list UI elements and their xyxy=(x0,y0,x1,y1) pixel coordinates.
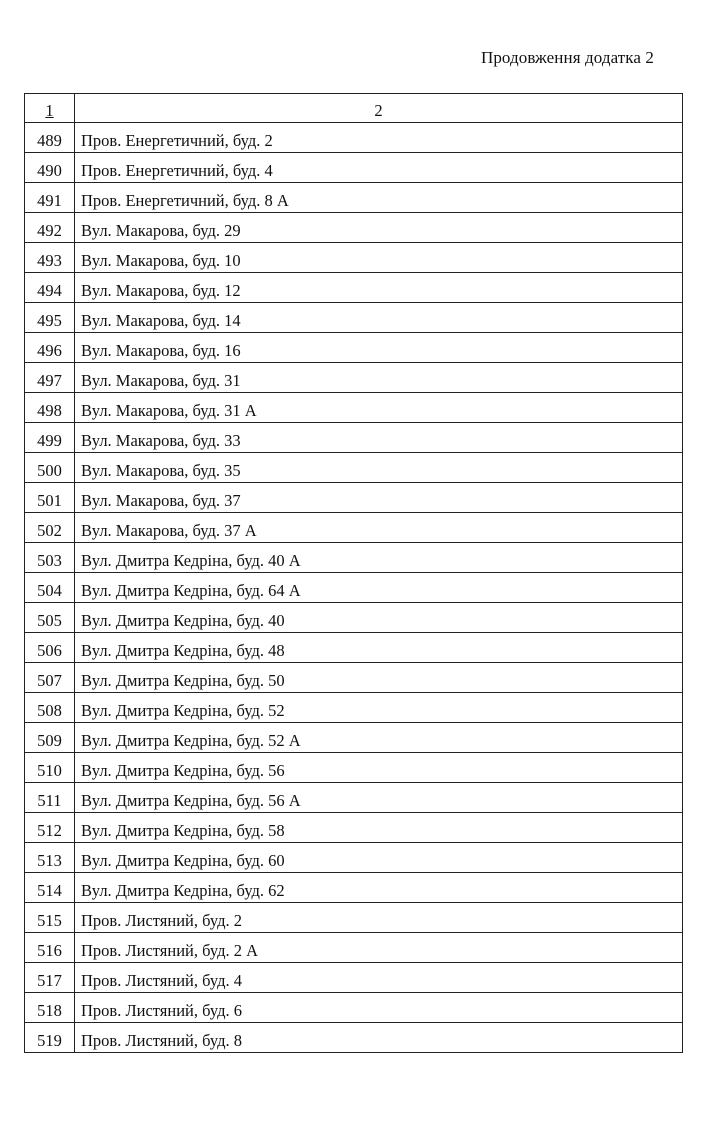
table-row xyxy=(25,603,683,633)
row-address: Вул. Дмитра Кедріна, буд. 56 xyxy=(75,753,683,783)
row-number: 497 xyxy=(25,363,75,393)
row-address: Вул. Дмитра Кедріна, буд. 40 xyxy=(75,603,683,633)
page-header-title: Продовження додатка 2 xyxy=(480,48,654,67)
row-number: 516 xyxy=(25,933,75,963)
row-address: Пров. Енергетичний, буд. 8 А xyxy=(75,183,683,213)
table-row xyxy=(25,693,683,723)
row-number: 511 xyxy=(25,783,75,813)
row-number: 492 xyxy=(25,213,75,243)
row-address: Пров. Листяний, буд. 2 А xyxy=(75,933,683,963)
table-row xyxy=(25,333,683,363)
row-address: Пров. Листяний, буд. 4 xyxy=(75,963,683,993)
table-row xyxy=(25,123,683,153)
row-address: Вул. Макарова, буд. 10 xyxy=(75,243,683,273)
row-number: 500 xyxy=(25,453,75,483)
row-number: 490 xyxy=(25,153,75,183)
row-number: 498 xyxy=(25,393,75,423)
row-number: 513 xyxy=(25,843,75,873)
row-number: 514 xyxy=(25,873,75,903)
table-row xyxy=(25,753,683,783)
table-row xyxy=(25,873,683,903)
row-address: Вул. Дмитра Кедріна, буд. 64 А xyxy=(75,573,683,603)
table-row xyxy=(25,363,683,393)
row-number: 517 xyxy=(25,963,75,993)
table-row xyxy=(25,393,683,423)
row-number: 501 xyxy=(25,483,75,513)
table-row xyxy=(25,633,683,663)
row-number: 503 xyxy=(25,543,75,573)
row-number: 491 xyxy=(25,183,75,213)
row-number: 499 xyxy=(25,423,75,453)
row-address: Вул. Макарова, буд. 33 xyxy=(75,423,683,453)
row-address: Вул. Дмитра Кедріна, буд. 50 xyxy=(75,663,683,693)
row-number: 496 xyxy=(25,333,75,363)
row-address: Вул. Макарова, буд. 37 А xyxy=(75,513,683,543)
row-address: Вул. Макарова, буд. 14 xyxy=(75,303,683,333)
table-row xyxy=(25,933,683,963)
table-row xyxy=(25,843,683,873)
table-row xyxy=(25,243,683,273)
table-row xyxy=(25,453,683,483)
address-table xyxy=(24,93,683,1053)
row-address: Вул. Дмитра Кедріна, буд. 60 xyxy=(75,843,683,873)
row-address: Вул. Макарова, буд. 37 xyxy=(75,483,683,513)
row-number: 495 xyxy=(25,303,75,333)
row-address: Пров. Листяний, буд. 8 xyxy=(75,1023,683,1053)
table-row xyxy=(25,273,683,303)
table-row xyxy=(25,213,683,243)
row-number: 515 xyxy=(25,903,75,933)
table-row xyxy=(25,513,683,543)
row-number: 518 xyxy=(25,993,75,1023)
row-number: 519 xyxy=(25,1023,75,1053)
row-address: Вул. Дмитра Кедріна, буд. 52 xyxy=(75,693,683,723)
row-number: 507 xyxy=(25,663,75,693)
row-address: Вул. Дмитра Кедріна, буд. 56 А xyxy=(75,783,683,813)
row-address: Пров. Листяний, буд. 2 xyxy=(75,903,683,933)
table-row xyxy=(25,153,683,183)
table-row xyxy=(25,483,683,513)
row-address: Вул. Макарова, буд. 35 xyxy=(75,453,683,483)
row-number: 506 xyxy=(25,633,75,663)
table-row xyxy=(25,723,683,753)
table-row xyxy=(25,903,683,933)
table-row xyxy=(25,573,683,603)
table-row xyxy=(25,783,683,813)
row-address: Вул. Дмитра Кедріна, буд. 48 xyxy=(75,633,683,663)
row-address: Вул. Макарова, буд. 16 xyxy=(75,333,683,363)
row-number: 502 xyxy=(25,513,75,543)
row-address: Вул. Дмитра Кедріна, буд. 52 А xyxy=(75,723,683,753)
row-number: 512 xyxy=(25,813,75,843)
row-number: 509 xyxy=(25,723,75,753)
row-number: 489 xyxy=(25,123,75,153)
column-header-address: 2 xyxy=(75,94,683,123)
row-number: 505 xyxy=(25,603,75,633)
row-number: 493 xyxy=(25,243,75,273)
table-row xyxy=(25,543,683,573)
table-row xyxy=(25,1023,683,1053)
row-number: 508 xyxy=(25,693,75,723)
table-row xyxy=(25,183,683,213)
row-address: Вул. Дмитра Кедріна, буд. 58 xyxy=(75,813,683,843)
table-row xyxy=(25,963,683,993)
table-row xyxy=(25,423,683,453)
row-address: Вул. Макарова, буд. 31 А xyxy=(75,393,683,423)
row-address: Пров. Енергетичний, буд. 4 xyxy=(75,153,683,183)
row-address: Вул. Макарова, буд. 29 xyxy=(75,213,683,243)
row-address: Вул. Дмитра Кедріна, буд. 40 А xyxy=(75,543,683,573)
table-row xyxy=(25,663,683,693)
table-header-row xyxy=(25,94,683,123)
column-header-number: 1 xyxy=(25,94,75,123)
row-address: Вул. Дмитра Кедріна, буд. 62 xyxy=(75,873,683,903)
row-number: 510 xyxy=(25,753,75,783)
row-address: Вул. Макарова, буд. 12 xyxy=(75,273,683,303)
table-row xyxy=(25,303,683,333)
row-address: Вул. Макарова, буд. 31 xyxy=(75,363,683,393)
row-number: 494 xyxy=(25,273,75,303)
row-address: Пров. Листяний, буд. 6 xyxy=(75,993,683,1023)
row-address: Пров. Енергетичний, буд. 2 xyxy=(75,123,683,153)
row-number: 504 xyxy=(25,573,75,603)
table-row xyxy=(25,813,683,843)
table-row xyxy=(25,993,683,1023)
